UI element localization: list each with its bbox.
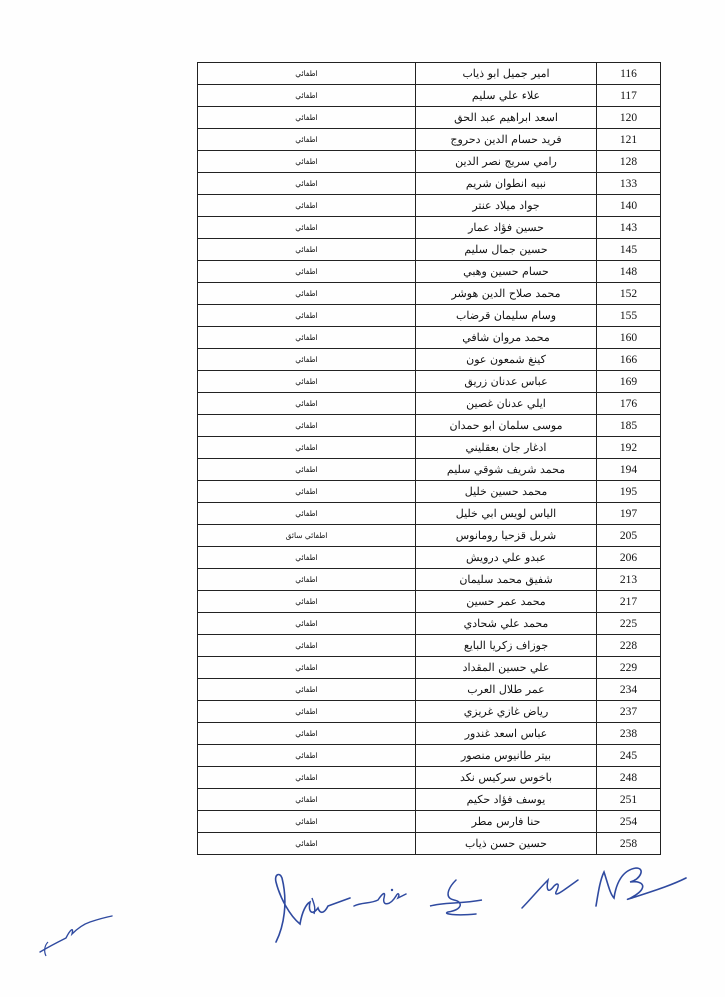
table-row — [198, 569, 661, 591]
table-row — [198, 415, 661, 437]
number-cell: 194 — [597, 459, 661, 481]
table-row — [198, 503, 661, 525]
number-cell: 121 — [597, 129, 661, 151]
number-cell: 128 — [597, 151, 661, 173]
role-cell: اطفائي — [198, 635, 416, 657]
name-cell: محمد علي شحادي — [416, 613, 597, 635]
role-cell: اطفائي — [198, 63, 416, 85]
table-row — [198, 635, 661, 657]
name-cell: رامي سريج نصر الدين — [416, 151, 597, 173]
table-row — [198, 613, 661, 635]
name-cell: محمد حسين خليل — [416, 481, 597, 503]
table-row — [198, 129, 661, 151]
table-row — [198, 591, 661, 613]
name-cell: حسين جمال سليم — [416, 239, 597, 261]
personnel-table — [197, 62, 661, 855]
name-cell: فريد حسام الدين دحروج — [416, 129, 597, 151]
table-row — [198, 371, 661, 393]
number-cell: 120 — [597, 107, 661, 129]
role-cell: اطفائي — [198, 503, 416, 525]
name-cell: الياس لويس ابي خليل — [416, 503, 597, 525]
role-cell: اطفائي — [198, 657, 416, 679]
number-cell: 213 — [597, 569, 661, 591]
number-cell: 117 — [597, 85, 661, 107]
name-cell: ايلي عدنان غصين — [416, 393, 597, 415]
role-cell: اطفائي — [198, 613, 416, 635]
name-cell: حسين فؤاد عمار — [416, 217, 597, 239]
role-cell: اطفائي — [198, 481, 416, 503]
name-cell: عباس اسعد غندور — [416, 723, 597, 745]
role-cell: اطفائي — [198, 745, 416, 767]
personnel-table-body — [198, 63, 661, 855]
number-cell: 238 — [597, 723, 661, 745]
role-cell: اطفائي — [198, 283, 416, 305]
table-row — [198, 283, 661, 305]
name-cell: عمر طلال العرب — [416, 679, 597, 701]
number-cell: 254 — [597, 811, 661, 833]
role-cell: اطفائي — [198, 679, 416, 701]
table-row — [198, 481, 661, 503]
role-cell: اطفائي — [198, 789, 416, 811]
role-cell: اطفائي — [198, 327, 416, 349]
number-cell: 248 — [597, 767, 661, 789]
number-cell: 176 — [597, 393, 661, 415]
role-cell: اطفائي — [198, 393, 416, 415]
name-cell: علي حسين المقداد — [416, 657, 597, 679]
table-row — [198, 173, 661, 195]
table-row — [198, 305, 661, 327]
number-cell: 133 — [597, 173, 661, 195]
number-cell: 205 — [597, 525, 661, 547]
name-cell: عباس عدنان زريق — [416, 371, 597, 393]
number-cell: 140 — [597, 195, 661, 217]
name-cell: بيتر طانيوس منصور — [416, 745, 597, 767]
name-cell: كينغ شمعون عون — [416, 349, 597, 371]
signature-1 — [262, 868, 354, 948]
number-cell: 258 — [597, 833, 661, 855]
number-cell: 192 — [597, 437, 661, 459]
role-cell: اطفائي — [198, 459, 416, 481]
name-cell: باخوس سركيس نكد — [416, 767, 597, 789]
name-cell: حسام حسين وهبي — [416, 261, 597, 283]
table-row — [198, 811, 661, 833]
signature-2 — [352, 884, 408, 914]
number-cell: 116 — [597, 63, 661, 85]
table-row — [198, 547, 661, 569]
table-row — [198, 85, 661, 107]
number-cell: 217 — [597, 591, 661, 613]
role-cell: اطفائي — [198, 261, 416, 283]
number-cell: 148 — [597, 261, 661, 283]
role-cell: اطفائي — [198, 129, 416, 151]
role-cell: اطفائي — [198, 833, 416, 855]
number-cell: 234 — [597, 679, 661, 701]
role-cell: اطفائي — [198, 217, 416, 239]
table-row — [198, 63, 661, 85]
table-row — [198, 239, 661, 261]
role-cell: اطفائي — [198, 151, 416, 173]
signature-3 — [426, 876, 486, 920]
table-row — [198, 657, 661, 679]
name-cell: وسام سليمان قرضاب — [416, 305, 597, 327]
number-cell: 145 — [597, 239, 661, 261]
name-cell: محمد شريف شوقي سليم — [416, 459, 597, 481]
role-cell: اطفائي — [198, 701, 416, 723]
name-cell: شربل قزحيا رومانوس — [416, 525, 597, 547]
role-cell: اطفائي — [198, 547, 416, 569]
name-cell: جوزاف زكريا البايع — [416, 635, 597, 657]
name-cell: جواد ميلاد عنتر — [416, 195, 597, 217]
table-row — [198, 525, 661, 547]
table-row — [198, 833, 661, 855]
name-cell: حنا فارس مطر — [416, 811, 597, 833]
table-row — [198, 679, 661, 701]
name-cell: شفيق محمد سليمان — [416, 569, 597, 591]
role-cell: اطفائي — [198, 723, 416, 745]
role-cell: اطفائي — [198, 239, 416, 261]
role-cell: اطفائي — [198, 811, 416, 833]
table-row — [198, 327, 661, 349]
signature-6 — [36, 912, 116, 958]
number-cell: 169 — [597, 371, 661, 393]
role-cell: اطفائي — [198, 107, 416, 129]
name-cell: نبيه انطوان شريم — [416, 173, 597, 195]
table-row — [198, 349, 661, 371]
role-cell: اطفائي سائق — [198, 525, 416, 547]
table-row — [198, 745, 661, 767]
name-cell: حسين حسن ذياب — [416, 833, 597, 855]
name-cell: يوسف فؤاد حكيم — [416, 789, 597, 811]
number-cell: 229 — [597, 657, 661, 679]
number-cell: 185 — [597, 415, 661, 437]
name-cell: محمد عمر حسين — [416, 591, 597, 613]
number-cell: 228 — [597, 635, 661, 657]
name-cell: علاء علي سليم — [416, 85, 597, 107]
name-cell: محمد صلاح الدين هوشر — [416, 283, 597, 305]
role-cell: اطفائي — [198, 437, 416, 459]
name-cell: محمد مروان شافي — [416, 327, 597, 349]
table-row — [198, 107, 661, 129]
number-cell: 251 — [597, 789, 661, 811]
table-row — [198, 767, 661, 789]
role-cell: اطفائي — [198, 305, 416, 327]
role-cell: اطفائي — [198, 569, 416, 591]
number-cell: 245 — [597, 745, 661, 767]
number-cell: 197 — [597, 503, 661, 525]
number-cell: 225 — [597, 613, 661, 635]
name-cell: اسعد ابراهيم عبد الحق — [416, 107, 597, 129]
name-cell: موسى سلمان ابو حمدان — [416, 415, 597, 437]
number-cell: 155 — [597, 305, 661, 327]
signature-4 — [518, 872, 582, 912]
role-cell: اطفائي — [198, 85, 416, 107]
number-cell: 206 — [597, 547, 661, 569]
table-row — [198, 723, 661, 745]
name-cell: ادغار جان بعقليني — [416, 437, 597, 459]
table-row — [198, 151, 661, 173]
table-row — [198, 459, 661, 481]
name-cell: امير جميل ابو ذياب — [416, 63, 597, 85]
role-cell: اطفائي — [198, 415, 416, 437]
role-cell: اطفائي — [198, 767, 416, 789]
number-cell: 195 — [597, 481, 661, 503]
role-cell: اطفائي — [198, 591, 416, 613]
signature-5 — [590, 860, 690, 912]
name-cell: رياض غازي غريزي — [416, 701, 597, 723]
number-cell: 237 — [597, 701, 661, 723]
number-cell: 160 — [597, 327, 661, 349]
role-cell: اطفائي — [198, 349, 416, 371]
table-row — [198, 195, 661, 217]
table-row — [198, 261, 661, 283]
number-cell: 143 — [597, 217, 661, 239]
role-cell: اطفائي — [198, 195, 416, 217]
table-row — [198, 437, 661, 459]
number-cell: 166 — [597, 349, 661, 371]
number-cell: 152 — [597, 283, 661, 305]
role-cell: اطفائي — [198, 371, 416, 393]
table-row — [198, 701, 661, 723]
table-row — [198, 393, 661, 415]
table-row — [198, 789, 661, 811]
table-row — [198, 217, 661, 239]
name-cell: عبدو علي درويش — [416, 547, 597, 569]
role-cell: اطفائي — [198, 173, 416, 195]
